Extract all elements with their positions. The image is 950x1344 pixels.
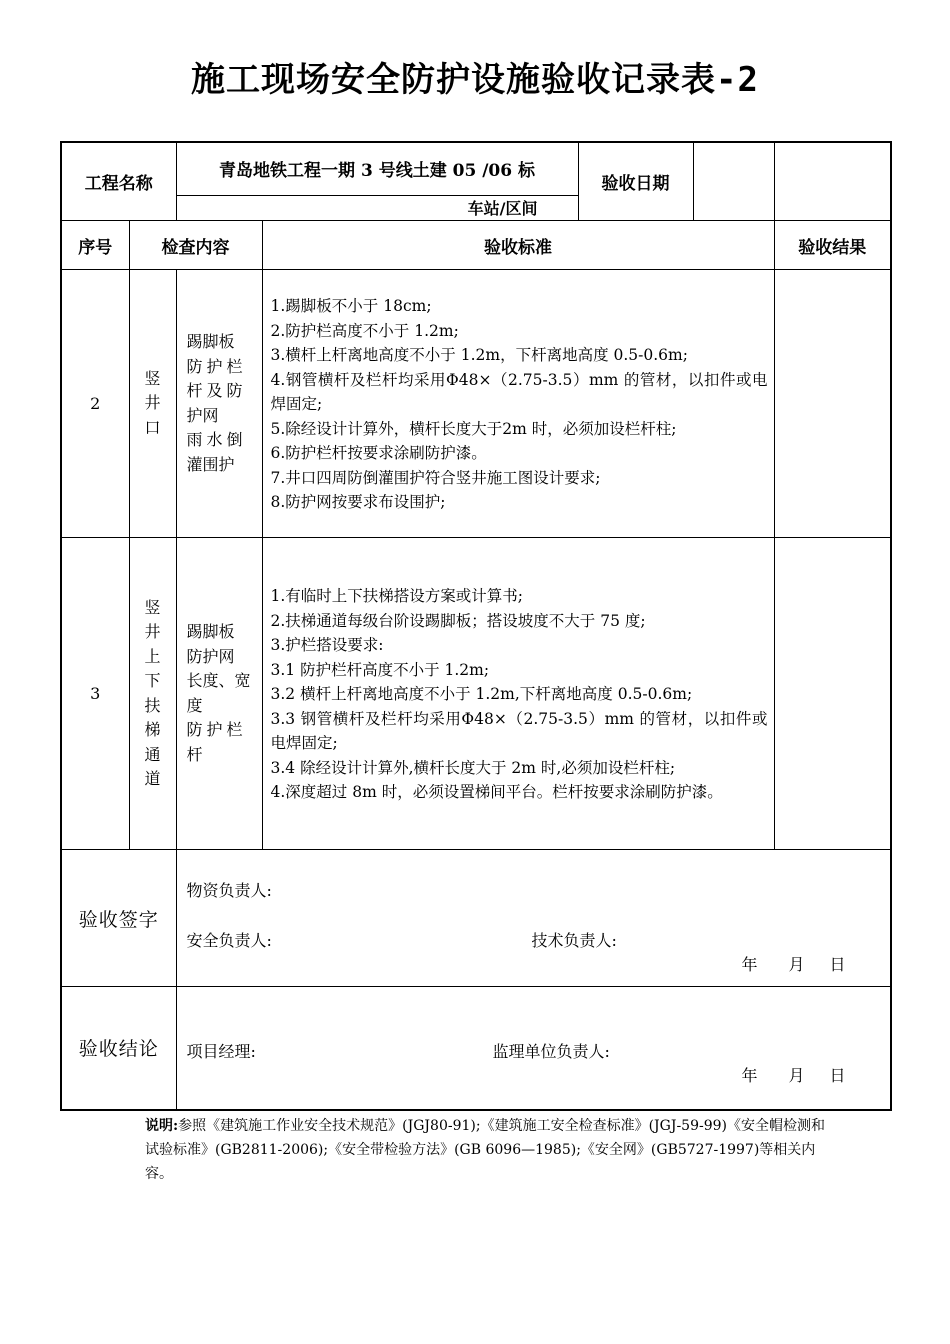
standard-line: 2.扶梯通道每级台阶设踢脚板；搭设坡度不大于 75 度; xyxy=(270,611,646,630)
standard-line: 1.有临时上下扶梯搭设方案或计算书; xyxy=(270,587,524,606)
conclusion-row xyxy=(61,987,891,1110)
category-char: 口 xyxy=(144,417,161,437)
acceptance-date-extra xyxy=(774,142,891,221)
sign-year: 年 xyxy=(741,955,758,974)
standard-line: 1.踢脚板不小于 18cm; xyxy=(270,297,432,316)
standard-line: 3.护栏搭设要求: xyxy=(270,636,384,655)
footnote-label: 说明: xyxy=(145,1118,179,1134)
standard-line: 5.除经设计计算外，横杆长度大于2m 时，必须加设栏杆柱; xyxy=(270,419,677,438)
col-serial: 序号 xyxy=(61,221,129,270)
standard-line: 7.井口四周防倒灌围护符合竖井施工图设计要求; xyxy=(270,468,601,487)
col-acceptance-result: 验收结果 xyxy=(774,221,891,270)
item-line: 灌围护 xyxy=(186,454,235,474)
station-label: 车站/区间 xyxy=(176,195,578,221)
conclusion-cell xyxy=(176,987,891,1110)
row-standards xyxy=(262,270,774,538)
category-char: 井 xyxy=(144,393,161,413)
date-block xyxy=(578,142,774,221)
row-standards xyxy=(262,538,774,850)
item-line: 雨水倒 xyxy=(186,430,247,449)
acceptance-record-table xyxy=(60,141,892,1111)
standard-line: 8.防护网按要求布设围护; xyxy=(270,493,446,512)
category-char: 竖 xyxy=(144,368,161,388)
project-manager-label: 项目经理: xyxy=(186,1042,256,1061)
project-name-value: 青岛地铁工程一期 3 号线土建 05 /06 标 xyxy=(176,142,578,195)
item-line: 防护网 xyxy=(186,646,235,666)
row-category: 竖 井 上 下 扶 梯 通 道 xyxy=(129,538,176,850)
standard-line: 3.1 防护栏杆高度不小于 1.2m; xyxy=(270,660,490,679)
supervision-manager-label: 监理单位负责人: xyxy=(492,1042,610,1061)
conclusion-month: 月 xyxy=(788,1066,805,1085)
conclusion-day: 日 xyxy=(829,1066,846,1085)
technical-manager-label: 技术负责人: xyxy=(531,931,617,950)
signature-label: 验收签字 xyxy=(61,850,176,987)
acceptance-date-value[interactable] xyxy=(694,143,774,220)
sign-day: 日 xyxy=(829,955,846,974)
project-name-label: 工程名称 xyxy=(61,142,176,221)
materials-manager-label: 物资负责人: xyxy=(186,881,272,900)
col-acceptance-standard: 验收标准 xyxy=(262,221,774,270)
item-line: 防护栏 xyxy=(186,720,247,739)
page-title: 施工现场安全防护设施验收记录表-2 xyxy=(191,60,759,100)
signature-cell xyxy=(176,850,891,987)
standard-line: 3.3 钢管横杆及栏杆均采用Φ48×（2.75-3.5）mm 的管材，以扣件或电焊固定; xyxy=(270,709,768,753)
row-category xyxy=(129,270,176,538)
table-row xyxy=(61,270,891,538)
conclusion-year: 年 xyxy=(741,1066,758,1085)
item-line: 踢脚板 xyxy=(186,622,235,641)
table-row xyxy=(61,538,891,850)
standard-line: 4.钢管横杆及栏杆均采用Φ48×（2.75-3.5）mm 的管材，以扣件或电焊固定; xyxy=(270,370,768,414)
item-line: 护网 xyxy=(186,405,219,425)
acceptance-date-label: 验收日期 xyxy=(579,143,694,220)
row-result[interactable] xyxy=(774,270,891,538)
row-result[interactable] xyxy=(774,538,891,850)
item-line: 长度、宽 xyxy=(186,671,251,690)
safety-manager-label: 安全负责人: xyxy=(186,931,272,950)
standard-line: 3.4 除经设计计算外,横杆长度大于 2m 时,必须加设栏杆柱; xyxy=(270,758,676,777)
standard-line: 3.横杆上杆离地高度不小于 1.2m，下杆离地高度 0.5-0.6m; xyxy=(270,346,688,365)
item-line: 杆 xyxy=(186,744,203,764)
row-serial: 2 xyxy=(61,270,129,538)
item-line: 踢脚板 xyxy=(186,332,235,351)
row-serial: 3 xyxy=(61,538,129,850)
footnote xyxy=(145,1114,825,1186)
conclusion-label: 验收结论 xyxy=(61,987,176,1110)
row-items xyxy=(176,270,262,538)
item-line: 杆及防 xyxy=(186,381,247,400)
footnote-text: 参照《建筑施工作业安全技术规范》(JGJ80-91);《建筑施工安全检查标准》(JGJ-59-99)《安全帽检测和试验标准》(GB2811-2006);《安全带检验方法》(GB 6096—1985);《安全网》(GB5727-1997)等相关内容。 xyxy=(145,1118,825,1182)
standard-line: 3.2 横杆上杆离地高度不小于 1.2m,下杆离地高度 0.5-0.6m; xyxy=(270,685,693,704)
sign-month: 月 xyxy=(788,955,805,974)
item-line: 度 xyxy=(186,695,203,715)
standard-line: 6.防护栏杆按要求涂刷防护漆。 xyxy=(270,444,487,463)
signature-row xyxy=(61,850,891,987)
standard-line: 4.深度超过 8m 时，必须设置梯间平台。栏杆按要求涂刷防护漆。 xyxy=(270,783,723,802)
item-line: 防护栏 xyxy=(186,356,247,376)
standard-line: 2.防护栏高度不小于 1.2m; xyxy=(270,321,459,340)
col-inspection-content: 检查内容 xyxy=(129,221,262,270)
row-items xyxy=(176,538,262,850)
